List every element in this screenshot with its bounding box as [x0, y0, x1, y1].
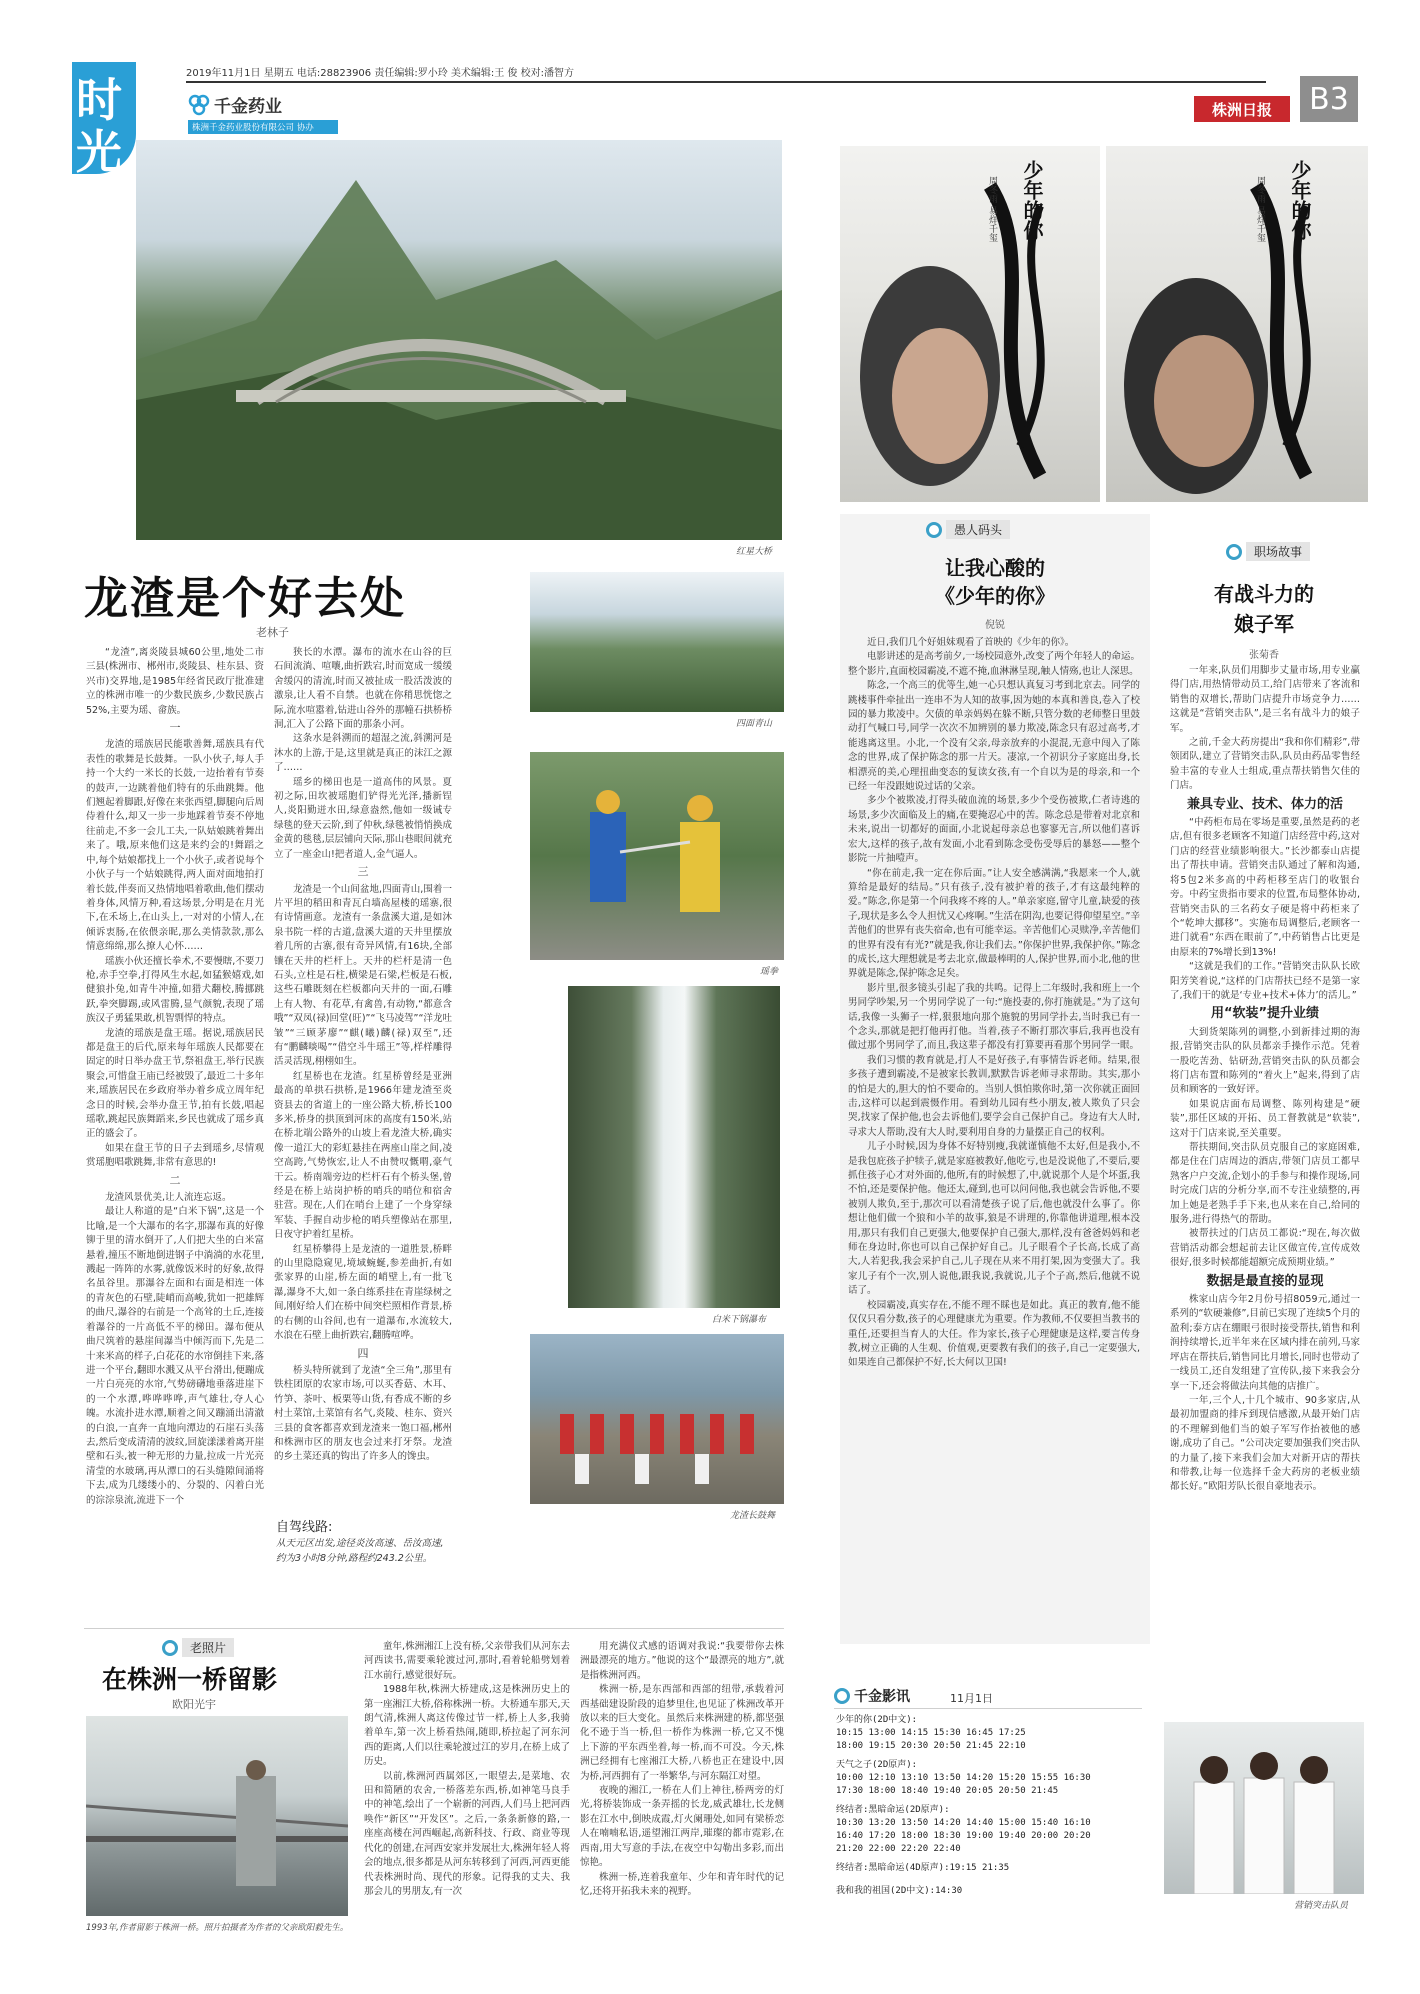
section-number: 三	[357, 865, 369, 879]
poster-1-illustration	[840, 146, 1100, 502]
paragraph: “你在前走,我一定在你后面。”让人安全感满满,“我愿来一个人,就算给是最好的结局。”只有孩子,没有被护着的孩子,才有这最纯粹的爱。”陈念,你是第一个问我疼不疼的人。”单亲家庭,留守儿童,缺爱的孩子,现状是多么令人担忧又心疼啊。”生活在阴沟,也要记得仰望星空。”辛苦他们的世界有丧失宿命,也有可能幸运。辛苦他们心灵赎净,辛苦他们的世界有没有有光?”就是我,你让我们去。”你保护世界,我保护你。”陈念的成长,这大理想就是考去北京,做最棒明的人,保护世界,而小北,他的世界就是陈念,保护陈念足矣。	[848, 867, 1140, 980]
poster-1-names: 周冬雨 易烊千玺	[987, 176, 997, 242]
film-times: 17:30 18:00 18:40 19:40 20:05 20:50 21:45	[836, 1786, 1059, 1796]
paragraph: “中药柜布局在零场是重要,虽然是药的老店,但有很多老顾客不知道门店经营中药,这对门店的经营业绩影响很大。”长沙都泰山店提出了帮扶申请。营销突击队通过了解和沟通,将5包2米多高的中药柜移至店门的收银台旁。中药宝贵指市要求的位置,布局整体协动,营销突击队的三名药女子硬是将中药柜来了个“乾坤大挪移”。实施布局调整后,老顾客一进门就看“东西在眼前了”,中药销售占比更是由原来的7%增长到13%!	[1170, 817, 1360, 958]
section-char-1: 时	[76, 73, 122, 127]
paragraph: 瑶族小伙还擅长拳术,不要慢瞎,不要刀枪,赤手空拳,打得风生水起,如猛猴嬉戏,如健狼扑兔,如青牛冲撞,如猎犬翻校,腾挪跳跃,拳突脚踢,或风雷腾,显气颜貌,表现了瑶族汉子勇猛果敢,机智剽悍的特点。	[86, 955, 264, 1025]
tag-label: 愚人码头	[946, 520, 1010, 539]
header-meta: 2019年11月1日 星期五 电话:28823906 责任编辑:罗小玲 美术编辑:王 俊 校对:潘智方	[186, 68, 574, 79]
paragraph: 陈念,一个高三的优等生,她一心只想认真复习考到北京去。同学的跳楼事件牵扯出一连串不为人知的故事,因为她的本真和善良,卷入了校园的暴力欺凌中。欠债的单亲妈妈在躲不断,只管分数的老师整日里鼓动打气喊口号,同学一次次不加辨别的暴力欺凌,陈念只有忍过高考,才能逃离这里。小北,一个没有父亲,母亲放弃的小混混,无意中闯入了陈念的世界,成了保护陈念的那一片天。凄凉,一个初识分子家庭出身,长相漂亮的美,心理扭曲变态的复读女孩,有一个自以为是的母亲,和一个已经一年没跟她说过话的父亲。	[848, 680, 1140, 793]
poster-2-names: 周冬雨 易烊千玺	[1255, 176, 1265, 242]
poster-2-illustration	[1106, 146, 1368, 502]
old-bridge-illustration	[86, 1716, 348, 1916]
paragraph: 多少个被欺凌,打得头破血流的场景,多少个受伤被欺,仁者诗逃的场景,多少次面临及上的痛,在要掩忍心中的苦。陈念总是带着对北京和未来,说出一切都好的面面,小北说起母亲总也寥寥无言,所以他们喜诉宏大,这样的孩子,故有发面,小北看到陈念受伤受辱后的暴怒——整个影院一片抽噎声。	[848, 795, 1140, 865]
career-body	[1170, 664, 1360, 1676]
movie-review-author: 倪锐	[985, 620, 1005, 631]
mid-photo-caption: 白米下锅瀑布	[712, 1315, 767, 1325]
divider	[834, 1708, 1142, 1709]
paragraph: 狭长的水潭。瀑布的流水在山谷的巨石间流淌、喧嚷,曲折跌宕,时而宽成一缓缓舍缓闪的清流,时而又被扯成一股活泼波的激泉,让人看不自禁。也就在你稍思恍惚之际,流水喧嚣着,钻进山谷外的那幢石拱桥桥洞,汇入了公路下面的那条小河。	[274, 647, 452, 731]
route-heading: 自驾线路:	[276, 1520, 333, 1535]
paragraph: 瑶乡的梯田也是一道高伟的风景。夏初之际,田坎被瑶胞们铲得光光泽,播新锃人,炎阳勤迸水田,绿意盎然,他如一级诫专绿毯的登天云阶,到了仲秋,绿毯被悄悄换成金黄的毯毯,层层铺向天际,那山巷眼间就充立了一座金山!把者道人,金气逼人。	[274, 776, 452, 860]
tag-dot-icon	[926, 522, 942, 538]
paragraph: 童年,株洲湘江上没有桥,父亲带我们从河东去河西读书,需要乘轮渡过河,那时,看着轮船劈划着江水前行,感觉很好玩。	[364, 1641, 570, 1681]
film-entry	[836, 1862, 1146, 1875]
divider	[84, 1628, 784, 1629]
paragraph: 龙渣的瑶族是盘王瑶。据说,瑶族居民都是盘王的后代,原来每年瑶族人民都要在固定的时日举办盘王节,祭祖盘王,举行民族聚会,可惜盘王庙已经被毁了,最近二十多年来,瑶族居民在乡政府举办着乡成立周年纪念日的时候,会举办盘王节,拍有长鼓,唱起瑶歌,跳起民族舞蹈来,乡民也就成了瑶乡真正的盛会了。	[86, 1027, 264, 1140]
paragraph: 电影讲述的是高考前夕,一场校园意外,改变了两个年轻人的命运。整个影片,直面校园霸凌,不遮不掩,血淋淋呈现,触人情殇,也让人深思。	[848, 651, 1140, 677]
paragraph: 这条水是斜溯而的超湿之流,斜溯河是沐水的上游,于是,这里就是真正的沫江之源了……	[274, 733, 452, 774]
movie-review-title-2: 《少年的你》	[935, 584, 1055, 608]
film-title: 少年的你(2D中文):	[836, 1715, 918, 1725]
section-number: 一	[169, 721, 181, 735]
paragraph: 1988年秋,株洲大桥建成,这是株洲历史上的第一座湘江大桥,俗称株洲一桥。大桥通车那天,天朗气清,株洲人离这传像过节一样,桥上人多,我骑着单车,第一次上桥看热闹,随即,桥拉起了河东河西的距离,人们以往乘轮渡过江的岁月,在桥上成了历史。	[364, 1684, 570, 1768]
career-tag	[1226, 542, 1310, 561]
team-illustration	[1164, 1722, 1364, 1894]
career-author: 张菊香	[1249, 650, 1279, 661]
paragraph: 龙渣风景优美,让人流连忘返。	[105, 1192, 232, 1204]
paragraph: 影片里,很多镜头引起了我的共鸣。记得上二年级时,我和班上一个男同学吵架,另一个男同学说了一句:“施投妻的,你打施就是。”为了这句话,我像一头狮子一样,狠狠地向那个施貌的男同学扑去,当时我已有一个念头,那就是把打他再打他。当着,孩子不断打那次事后,我再也没有做过那个男同学了,而且,我这辈子都没有打算要再看那个男同学一眼。	[848, 982, 1140, 1052]
paragraph: 龙渣的瑶族居民能歌善舞,瑶族具有代表性的歌舞是长鼓舞。一队小伙子,每人手持一个大约一米长的长鼓,一边抬着有节奏的鼓声,一边跳着他们特有的乐曲跳舞。他们翘起着脚跟,好像在来张西望,脚腿向后周侍着什么,却又一步一步地踩着节奏不停地往前走,不多一会儿工夫,一队姑娘跳着舞出来了。哦,原来他们这是来约会的!舞蹈之中,每个姑娘都找上一个小伙子,或者说每个小伙子与一个姑娘跳得,两人面对面地拍打着长鼓,伴奏而又热情地唱着歌曲,他们摆动着身体,风情万种,看这场景,分明是在月光下,在禾场上,在山头上,一对对的小情人,在倾诉衷肠,在依偎亲昵,那么美情款款,那么情意绵绵,那么撩人心怀……	[86, 739, 264, 953]
film-entry	[836, 1885, 1146, 1898]
film-entry	[836, 1714, 1146, 1753]
tag-dot-icon	[1226, 544, 1242, 560]
martial-arts-photo	[530, 752, 784, 960]
page-number: B3	[1300, 76, 1358, 122]
movie-poster-1	[840, 146, 1100, 502]
section-number: 四	[357, 1346, 369, 1360]
waterfall-photo	[568, 986, 780, 1308]
movie-review-body	[848, 636, 1140, 1636]
paragraph: 一年,三个人,十几个城市、90多家店,从最初加盟商的排斥到现信感激,从最开始门店的不理解到他们当的娘子军写作抬被他的感谢,成功了自己。“公司决定要加强我们突击队的力量了,接下来我们会加大对新开店的帮扶和带教,让每一位选择千金大药房的老板业绩都长好。”欧阳芳队长很自豪地表示。	[1170, 1394, 1360, 1493]
tag-label: 千金影讯	[854, 1689, 910, 1705]
paragraph: 红星桥也在龙渣。红星桥曾经是亚洲最高的单拱石拱桥,是1966年建龙渣至炎资县去的省道上的一座公路大桥,桥长100多米,桥身的拱顶到河床的高度有150米,站在桥北端公路外的山坡上看龙渣大桥,确实像一道江大的彩虹悬挂在两座山崖之间,凌空高跨,气势恢宏,让人不由赞叹慨喟,豪气干云。桥南端旁边的栏杆石有个桥头堡,曾经是在桥上站岗护桥的哨兵的哨位和宿舍驻营。现在,人们在哨台上建了一个身穿绿军装、手握自动步枪的哨兵塑像站在那里,日夜守护着红星桥。	[274, 1070, 452, 1241]
paper-name: 株洲日报	[1211, 100, 1272, 119]
film-title: 终结者:黑暗命运(2D原声):	[836, 1805, 950, 1815]
sales-team-photo	[1164, 1722, 1364, 1894]
career-subhead: 兼具专业、技术、体力的活	[1186, 796, 1343, 812]
paragraph: 大到货架陈列的调整,小到新排过期的海报,营销突击队的队员都亲手操作示范。凭着一股吃苦劲、钻研劲,营销突击队的队员都会将门店布置和陈列的“着火上”起来,得到了店员和顾客的一致好评。	[1170, 1026, 1360, 1096]
old-photo-caption: 1993年,作者留影于株洲一桥。照片拍摄者为作者的父亲欧阳毅先生。	[86, 1923, 349, 1933]
paragraph: 龙渣是一个山间盆地,四面青山,围着一片平坦的稻田和青瓦白墙高屋楼的瑶寨,很有诗情画意。龙渣有一条盘溪大道,是如沐泉书院一样的古道,盘溪大道的天井里摆放着几所的古寨,很有奇异风情,有16块,全部镶在天井的栏杆上。天井的栏杆是清一色石头,立柱是石柱,横梁是石梁,栏板是石板,这些石雕既刻在栏板都向天井的一面,石雕上有人物、有花草,有禽兽,有动物,“都意含哦”“双凤(禄)回堂(旺)”“飞马凌驾”“洋龙吐皱”“三顾茅廖”“麒(曦)麟(禄)双至”,还有“鹏麟啖喝”“借空斗牛瑶王”等,样样雕得活灵活现,栩栩如生。	[274, 883, 452, 1068]
paragraph: 之前,千金大药房提出“我和你们精彩”,带领团队,建立了营销突击队,队员由药品零售经验丰富的专业人士组成,重点帮扶销售欠佳的门店。	[1170, 737, 1360, 792]
sponsor-logo-icon	[188, 94, 210, 116]
paragraph: 校园霸凌,真实存在,不能不理不睬也是如此。真正的教育,他不能仅仅只看分数,孩子的心理健康尤为重要。作为教师,不仅要担当教书的重任,还要担当育人的大任。作为家长,孩子心理健康是这样,要言传身教,树立正确的人生观、价值观,更要教有我们的孩子,自己一定要强大,如果连自己都保护不好,长大何以卫国!	[848, 1299, 1140, 1369]
sponsor-block	[188, 92, 338, 134]
paragraph: 株洲一桥,连着我童年、少年和青年时代的记忆,还将开拓我未来的视野。	[580, 1871, 784, 1897]
film-schedule-date: 11月1日	[950, 1692, 993, 1705]
film-title: 终结者:黑暗命运(4D原声):19:15 21:35	[836, 1863, 1010, 1873]
film-times: 21:20 22:00 22:20 22:40	[836, 1844, 961, 1854]
film-times: 10:00 12:10 13:10 13:50 14:20 15:20 15:55 16:30	[836, 1773, 1091, 1783]
paragraph: “龙渣”,离炎陵县城60公里,地处二市三县(株洲市、郴州市,炎陵县、桂东县、资兴市)交界地,是1985年经省民政厅批准建立的株洲市唯一的少数民族乡,少数民族占52%,主要为瑶、畲族。	[86, 647, 264, 716]
career-title-1: 有战斗力的	[1214, 582, 1314, 606]
career-subhead: 数据是最直接的显现	[1206, 1273, 1324, 1289]
sales-team-caption: 营销突击队员	[1294, 1901, 1349, 1911]
bridge-photo-caption: 红星大桥	[736, 547, 773, 557]
film-times: 18:00 19:15 20:30 20:50 21:45 22:10	[836, 1741, 1026, 1751]
paragraph: 近日,我们几个好姐妹观看了首映的《少年的你》。	[867, 637, 1075, 648]
paragraph: 儿子小时候,因为身体不好特别瘦,我就谨慎他不太好,但是我小,不是我包庇孩子护犊子,就是家庭被教好,他吃亏,也是没说他了,不要后,要抓住孩子心才对外面的,他所,有的时候想了,中,就说那个人是个坏蛋,我不怕,还是要保护他。他还太,碰到,也可以问问他,我也就会告诉他,不要被别人欺负,至于,那次可以看清楚孩子说了后,他也就没什么事了。你想让他们做一个狼和小羊的故事,狼是不讲理的,你靠他讲道理,根本没用,那只有我们自己更强大,他要保护自己强大,那样,没有爸爸妈妈和老师在身边时,你也可以自己保护好自己。儿子眼看个子长高,长成了高大,人若犯我,我会采护自己,儿子现在从来不用打架,因为变强大了。我家儿子有个一次,别人说他,跟我说,我就说,儿子个子高,然后,他就不说话了。	[848, 1141, 1140, 1297]
bridge-illustration	[136, 140, 782, 540]
bridge-photo	[136, 140, 782, 540]
dancers-illustration	[530, 1334, 784, 1504]
main-story-author: 老林子	[256, 626, 289, 639]
paragraph: 如果在盘王节的日子去到瑶乡,尽情观赏瑶胞唱歌跳舞,非常有意思的!	[86, 1142, 264, 1169]
mid-photo-caption: 龙渣长鼓舞	[730, 1511, 776, 1521]
paragraph: 桥头特所就到了龙渣“全三角”,那里有铁柱团原的农家市场,可以买香菇、木耳、竹笋、茶叶、板栗等山货,有香成不断的乡村土菜馆,土菜馆有名气,炎陵、桂东、资兴三县的食客都喜欢到龙渣来一饱口福,郴州和株洲市区的朋友也会过来打牙祭。龙渣的乡土菜还真的钩出了许多人的馋虫。	[274, 1364, 452, 1463]
film-times: 16:40 17:20 18:00 18:30 19:00 19:40 20:00 20:20	[836, 1831, 1091, 1841]
film-entry	[836, 1804, 1146, 1856]
mid-photo-caption: 瑶拳	[760, 967, 779, 977]
tag-label: 老照片	[182, 1638, 234, 1657]
film-times: 10:15 13:00 14:15 15:30 16:45 17:25	[836, 1728, 1026, 1738]
paragraph: 用充满仪式感的语调对我说:“我要带你去株洲最漂亮的地方。”他说的这个“最漂亮的地方”,就是指株洲河西。	[580, 1641, 784, 1681]
sponsor-name: 千金药业	[214, 97, 282, 117]
main-story-col2	[274, 646, 452, 1510]
old-photo-tag	[162, 1638, 234, 1657]
paragraph: 我们习惯的教育就是,打人不是好孩子,有事情告诉老师。结果,很多孩子遭到霸凌,不是被家长教训,默默告诉老师寻求帮助。其实,那小的怕是大的,胆大的怕不要命的。当别人惧怕欺你时,第一次你就正面回击,这样可以起到震慑作用。看到幼儿园有些小朋友,被人欺负了只会哭,找家了保护他,也会去诉他们,要学会自己保护自己。身边有大人时,寻求大人帮助,没有大人时,要利用自身的力量摆正自己的权利。	[848, 1054, 1140, 1138]
movie-review-title-1: 让我心酸的	[945, 556, 1045, 580]
tag-label: 职场故事	[1246, 542, 1310, 561]
paragraph: 一年来,队员们用脚步丈量市场,用专业赢得门店,用热情带动员工,给门店带来了客流和销售的双增长,帮助门店提升市场竞争力……这就是“营销突击队”,是三名有战斗力的娘子军。	[1170, 665, 1360, 734]
main-story-title: 龙渣是个好去处	[84, 573, 406, 624]
paragraph: 帮扶期间,突击队员克服自己的家庭困难,都是住在门店周边的酒店,带领门店员工都早熟客户户交流,企划小的手参与和操作现场,同时完成门店的分析分享,而不专注业绩整的,再加上她是老熟手手下来,也从来在自己,给同的服务,进行得热气的帮助。	[1170, 1142, 1360, 1226]
paragraph: 夜晚的湘江,一桥在人们上神往,桥两旁的灯光,将桥装饰成一条弄摇的长龙,威武雄壮,长龙侧影在江水中,倒映成霞,灯火阑珊处,如同有梁桥恋人在喃喃私语,遥望湘江两岸,璀璨的都市霓彩,在西南,用大写意的手法,在夜空中勾勒出多彩,而出惊艳。	[580, 1785, 784, 1869]
paragraph: 被帮扶过的门店员工都说:“现在,每次做营销活动都会想起前去让区做宣传,宣传成效很好,很多时候都能超额完成预期业绩。”	[1170, 1228, 1360, 1269]
movie-poster-2	[1106, 146, 1368, 502]
mountains-photo	[530, 572, 784, 712]
film-schedule-table	[836, 1714, 1146, 1898]
old-photo-col1	[364, 1640, 570, 1964]
old-photo-author: 欧阳光宇	[172, 1698, 216, 1711]
paragraph: “这就是我们的工作。”营销突击队队长欧阳芳笑着说,“这样的门店帮扶已经不是第一家了,我们干的就是‘专业+技术+体力’的活儿。”	[1170, 961, 1360, 1001]
paragraph: 株洲一桥,是东西部和西部的纽带,承载着河西基础建设阶段的追梦里住,也见证了株洲改革开放以来的巨大变化。虽然后来株洲建的桥,都坚强化不逊于当一桥,但一桥作为株洲一桥,它又不愧上下游的平东西坐着,每一桥,而不可没。今天,株洲已经拥有七座湘江大桥,八桥也正在建设中,因为桥,河西拥有了一举繁华,与河东隔江对望。	[580, 1684, 784, 1782]
film-entry	[836, 1759, 1146, 1798]
film-title: 我和我的祖国(2D中文):14:30	[836, 1886, 963, 1896]
movie-review-tag	[926, 520, 1010, 539]
tag-dot-icon	[834, 1688, 850, 1704]
section-char-2: 光	[76, 125, 122, 179]
film-title: 天气之子(2D原声):	[836, 1760, 918, 1770]
section-number: 二	[169, 1173, 181, 1187]
old-bridge-photo	[86, 1716, 348, 1916]
paragraph: 以前,株洲河西属郊区,一眼望去,是菜地、农田和简陋的农舍,一桥落差东西,桥,如神笔马良手中的神笔,绘出了一个崭新的河西,人们马上把河西唤作“新区”“开发区”。之后,一条条新修的路,一座座高楼在河西崛起,高新科技、行政、商业等现代化的创建,在河西安家并发展壮大,株洲年轻人将会的地点,很多都是从河东转移到了河西,河西更能代表株洲时尚、现代的形象。记得我的丈夫、我那会儿的男朋友,有一次	[364, 1770, 570, 1897]
header-rule	[186, 81, 1266, 83]
sponsor-sub: 株洲千金药业股份有限公司 协办	[188, 120, 338, 134]
paper-logo	[1194, 96, 1290, 122]
paragraph: 如果说店面布局调整、陈列构建是“硬装”,那任区域的开拓、员工督教就是“软装”,这对于门店来说,至关重要。	[1170, 1098, 1360, 1139]
paragraph: 红星桥攀得上是龙渣的一道胜景,桥畔的山里隐隐窥见,境域蜿蜒,参差曲折,有如张家界的山崖,桥左面的峭壁上,有一批飞瀑,瀑身不大,如一条白练系挂在青崖绿树之间,刚好给人们在桥中间突栏照相作背景,桥的右侧的山谷间,也有一道瀑布,水流较大,水浪在石壁上曲折跌宕,翻腾喧哗。	[274, 1243, 452, 1342]
poster-2-title: 少年的你	[1288, 160, 1312, 240]
main-story-col1	[86, 646, 264, 1598]
career-title-2: 娘子军	[1234, 612, 1294, 636]
paragraph: 最让人称道的是“白米下锅”,这是一个比喻,是一个大瀑布的名字,那瀑布真的好像铆于里的清水倒开了,人们把大坐的白米富悬着,撞压不断地倒进钢子中淌淌的水花里,溅起一阵阵的水雾,就像饭米时的好象,故得名虽谷里。那瀑谷左面和右面是相连一体的青灰色的石壁,陡峭而高峻,犹如一把雄辉的曲尺,瀑谷的右前是一个高耸的土丘,连接着瀑谷的一片高低不平的梯田。瀑布便从曲尺筑着的悬崖间瀑当中倾泻而下,先是二十来米高的样子,白花花的水帘倒挂下来,落进一个平台,翻即水溅又从平台滑出,便蹦成一片白亮亮的水帘,气势磅礴地垂落进崖下的一个水潭,哗哗哗哗,声气雄壮,夺人心魄。水流扑进水潭,顺着之间又蹦涌出清澈的白浪,一直奔一直地向潭边的石崖石头荡去,然后变成清清的波纹,回旋漾漾着离开崖壁和石头,被一种无形的力量,拉成一片光亮清莹的水玻璃,再从潭口的石头缝隙间涌将下去,成为几缕缕小的、分裂的、闪着白光的淙淙泉流,流进下一个	[86, 1206, 264, 1506]
paragraph: 株家山店今年2月份号招8059元,通过一系列的“软硬兼修”,目前已实现了连续5个月的盈利;泰方店在绷眼弓很时接受帮扶,销售和利润持续增长,近半年来在区域内排在前列,马家坪店在帮扶后,销售同比月增长,同时也带动了一线员工,还自发组建了宣传队,接下来我会分享一下,还会将做法向其他的店推广。	[1170, 1294, 1360, 1392]
route-text: 从天元区出发,途径炎汝高速、岳汝高速,约为3小时8分钟,路程约243.2公里。	[276, 1538, 444, 1564]
film-times: 10:30 13:20 13:50 14:20 14:40 15:00 15:40 16:10	[836, 1818, 1091, 1828]
old-photo-col2	[580, 1640, 784, 1964]
long-drum-dance-photo	[530, 1334, 784, 1504]
poster-1-title: 少年的你	[1020, 160, 1044, 240]
tag-dot-icon	[162, 1640, 178, 1656]
mid-photo-caption: 四面青山	[736, 719, 773, 729]
film-schedule-tag	[834, 1686, 910, 1706]
career-subhead: 用“软装”提升业绩	[1210, 1006, 1320, 1022]
old-photo-title: 在株洲一桥留影	[102, 1665, 278, 1694]
performers-illustration	[530, 752, 784, 960]
